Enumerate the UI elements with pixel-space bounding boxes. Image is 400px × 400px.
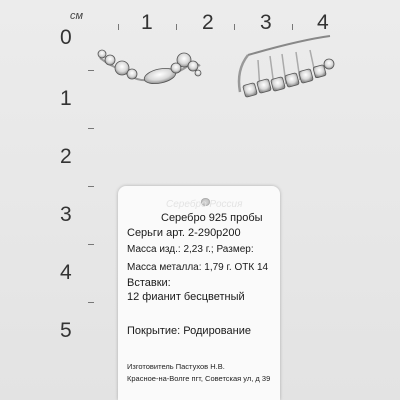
- tag-watermark: Серебро Россия: [166, 199, 243, 210]
- ruler-y-label-1: 1: [60, 87, 72, 110]
- tag-coating-line: Покрытие: Родирование: [127, 325, 251, 337]
- tag-inserts-value: 12 фианит бесцветный: [127, 291, 245, 303]
- tag-metal-weight-line: Масса металла: 1,79 г. ОТК 14: [127, 262, 269, 273]
- ruler-y-label-5: 5: [60, 319, 72, 342]
- tag-manufacturer-line: Изготовитель Пастухов Н.В.: [127, 362, 225, 371]
- tag-inserts-label: Вставки:: [127, 277, 171, 289]
- ruler-x-label-2: 2: [202, 11, 214, 34]
- tag-weight-line: Масса изд.: 2,23 г.; Размер:: [127, 244, 254, 255]
- ruler-unit-label: см: [70, 10, 84, 22]
- ruler-y-label-2: 2: [60, 145, 72, 168]
- ruler-y-label-4: 4: [60, 261, 72, 284]
- ruler-x-label-3: 3: [260, 11, 272, 34]
- tag-metal-line: Серебро 925 пробы: [161, 212, 263, 224]
- ruler-x-label-4: 4: [317, 11, 329, 34]
- tag-article-line: Серьги арт. 2-290р200: [127, 227, 241, 239]
- tag-address-line: Красное-на-Волге пгт, Советская ул, д 39: [127, 374, 271, 383]
- ruler-y-label-3: 3: [60, 203, 72, 226]
- ruler-y-label-0: 0: [60, 26, 72, 49]
- ruler-x-label-1: 1: [141, 11, 153, 34]
